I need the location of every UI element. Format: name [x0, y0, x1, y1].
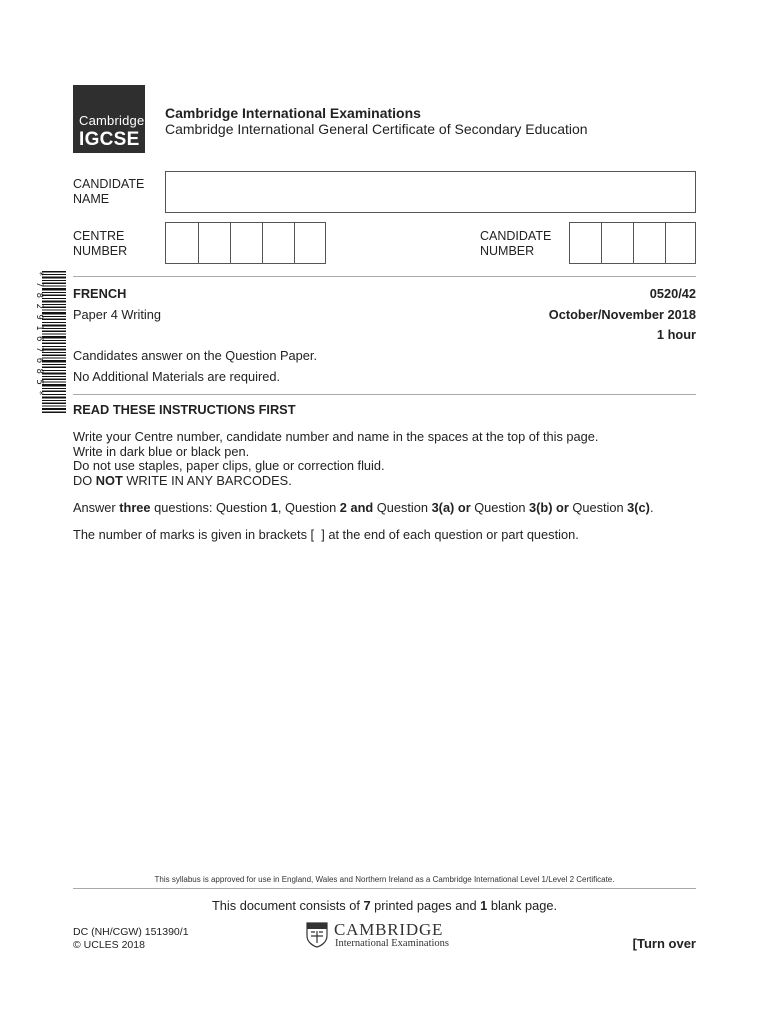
answer-note: Candidates answer on the Question Paper. [73, 348, 318, 363]
document-reference: DC (NH/CGW) 151390/1 © UCLES 2018 [73, 926, 189, 951]
centre-number-label: CENTRE NUMBER [73, 229, 128, 258]
instruction-line: DO NOT WRITE IN ANY BARCODES. [73, 472, 292, 488]
certificate-title: Cambridge International General Certificate of Secondary Education [165, 121, 588, 137]
logo-line-igcse: IGCSE [79, 129, 140, 150]
barcode [28, 271, 68, 413]
candidate-number-divider [601, 223, 602, 263]
logo-line-cambridge: Cambridge [79, 113, 145, 128]
cambridge-wordmark: CAMBRIDGE [334, 920, 444, 939]
page-count-note: This document consists of 7 printed pages and 1 blank page. [211, 898, 558, 913]
paper-name: Paper 4 Writing [73, 307, 161, 322]
cambridge-igcse-logo [73, 85, 145, 153]
centre-number-divider [294, 223, 295, 263]
cie-wordmark: International Examinations [335, 938, 450, 949]
exam-session: October/November 2018 [548, 307, 696, 322]
candidate-name-label: CANDIDATE NAME [73, 177, 145, 206]
materials-note: No Additional Materials are required. [73, 369, 280, 384]
candidate-number-field[interactable] [569, 222, 696, 264]
subject-title: FRENCH [73, 286, 127, 301]
instruction-line: Write your Centre number, candidate number and name in the spaces at the top of this page. [73, 429, 599, 444]
divider [73, 276, 696, 277]
answer-instruction: Answer three questions: Question 1, Question 2 and Question 3(a) or Question 3(b) or Question 3(c). [73, 500, 654, 515]
cambridge-crest-icon [306, 922, 328, 948]
candidate-number-divider [665, 223, 666, 263]
centre-number-divider [198, 223, 199, 263]
centre-number-field[interactable] [165, 222, 326, 264]
barcode-graphic [28, 271, 68, 413]
org-title: Cambridge International Examinations [165, 105, 421, 121]
instruction-line: Do not use staples, paper clips, glue or correction fluid. [73, 458, 385, 473]
turn-over: [Turn over [632, 936, 696, 951]
candidate-number-label: CANDIDATE NUMBER [480, 229, 552, 258]
centre-number-divider [230, 223, 231, 263]
barcode-digits: * 7 8 2 9 1 6 7 6 8 5 * [34, 271, 44, 396]
centre-number-divider [262, 223, 263, 263]
candidate-number-divider [633, 223, 634, 263]
divider [73, 394, 696, 395]
instructions-block [73, 430, 598, 488]
instruction-line: Write in dark blue or black pen. [73, 443, 250, 459]
marks-note: The number of marks is given in brackets [ ] at the end of each question or part question. [73, 527, 579, 542]
syllabus-note: This syllabus is approved for use in England, Wales and Northern Ireland as a Cambridge International Level 1/Level 2 Certificate. [154, 875, 615, 884]
paper-code: 0520/42 [649, 286, 696, 301]
instructions-heading: READ THESE INSTRUCTIONS FIRST [73, 402, 296, 417]
candidate-name-field[interactable] [165, 171, 696, 213]
exam-duration: 1 hour [656, 327, 696, 342]
divider [73, 888, 696, 889]
